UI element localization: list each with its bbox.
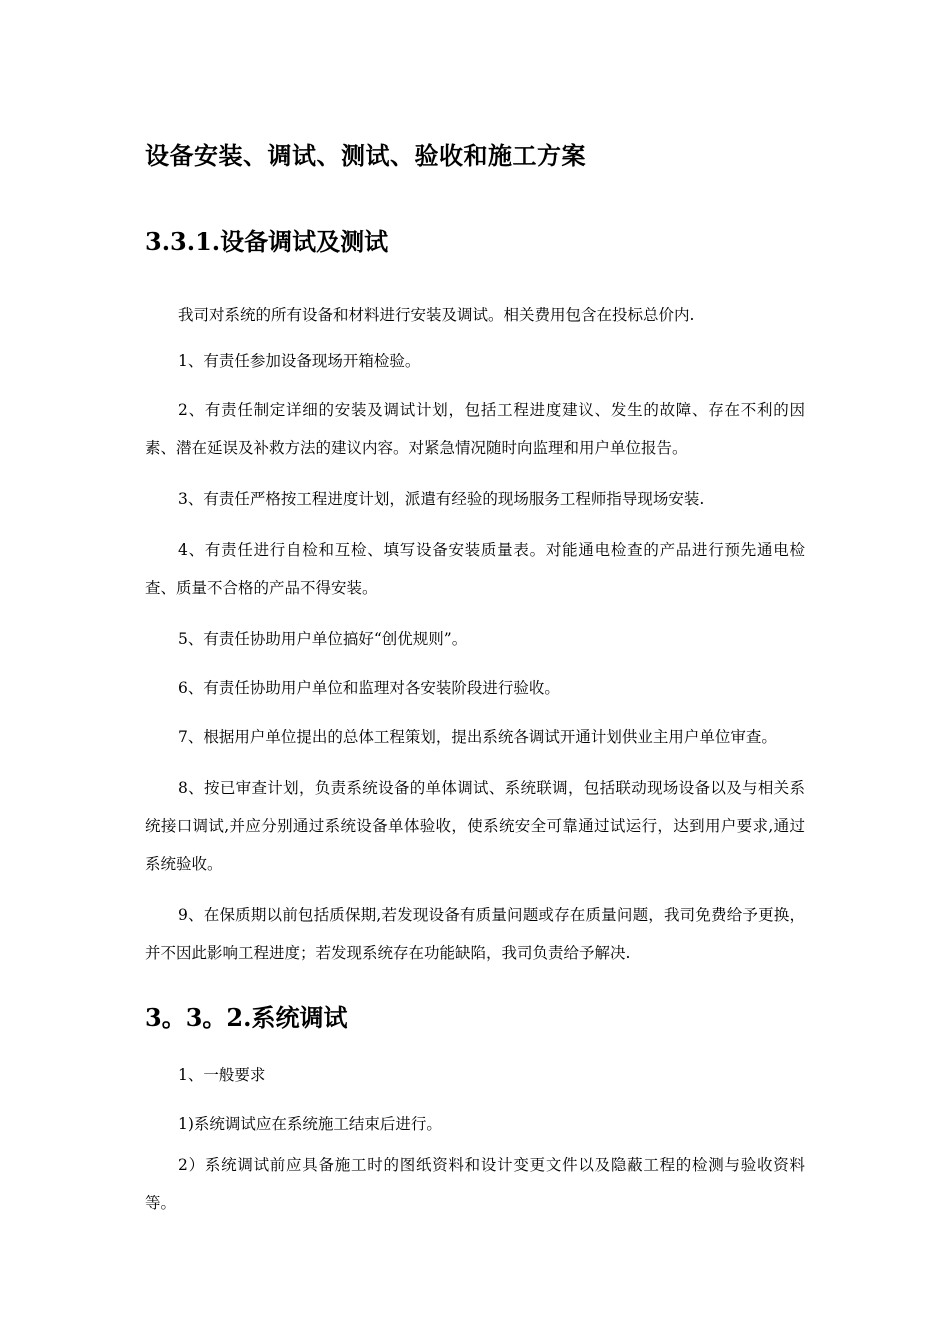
paragraph: 3、有责任严格按工程进度计划，派遣有经验的现场服务工程师指导现场安装.: [178, 490, 705, 508]
paragraph: 1)系统调试应在系统施工结束后进行。: [178, 1115, 442, 1133]
paragraph: 1、有责任参加设备现场开箱检验。: [178, 352, 421, 370]
paragraph: 4、有责任进行自检和互检、填写设备安装质量表。对能通电检查的产品进行预先通电检查、质量不合格的产品不得安装。: [145, 541, 805, 597]
paragraph: 2、有责任制定详细的安装及调试计划，包括工程进度建议、发生的故障、存在不利的因素、潜在延误及补救方法的建议内容。对紧急情况随时向监理和用户单位报告。: [145, 401, 805, 457]
paragraph: 8、按已审查计划，负责系统设备的单体调试、系统联调，包括联动现场设备以及与相关系统接口调试,并应分别通过系统设备单体验收，使系统安全可靠通过试运行，达到用户要求,通过系统验收。: [145, 779, 805, 873]
section-heading-3-3-2: 3。3。2.系统调试: [145, 1003, 348, 1032]
paragraph: 6、有责任协助用户单位和监理对各安装阶段进行验收。: [178, 679, 560, 697]
paragraph: 5、有责任协助用户单位搞好“创优规则”。: [178, 630, 468, 648]
document-title: 设备安装、调试、测试、验收和施工方案: [145, 141, 586, 170]
paragraph: 1、一般要求: [178, 1066, 266, 1084]
paragraph: 2）系统调试前应具备施工时的图纸资料和设计变更文件以及隐蔽工程的检测与验收资料等。: [145, 1156, 805, 1212]
paragraph: 7、根据用户单位提出的总体工程策划，提出系统各调试开通计划供业主用户单位审查。: [178, 728, 777, 746]
paragraph: 9、在保质期以前包括质保期,若发现设备有质量问题或存在质量问题，我司免费给予更换，并不因此影响工程进度；若发现系统存在功能缺陷，我司负责给予解决.: [145, 906, 805, 962]
paragraph: 我司对系统的所有设备和材料进行安装及调试。相关费用包含在投标总价内.: [178, 306, 695, 324]
section-heading-3-3-1: 3.3.1.设备调试及测试: [145, 227, 389, 256]
